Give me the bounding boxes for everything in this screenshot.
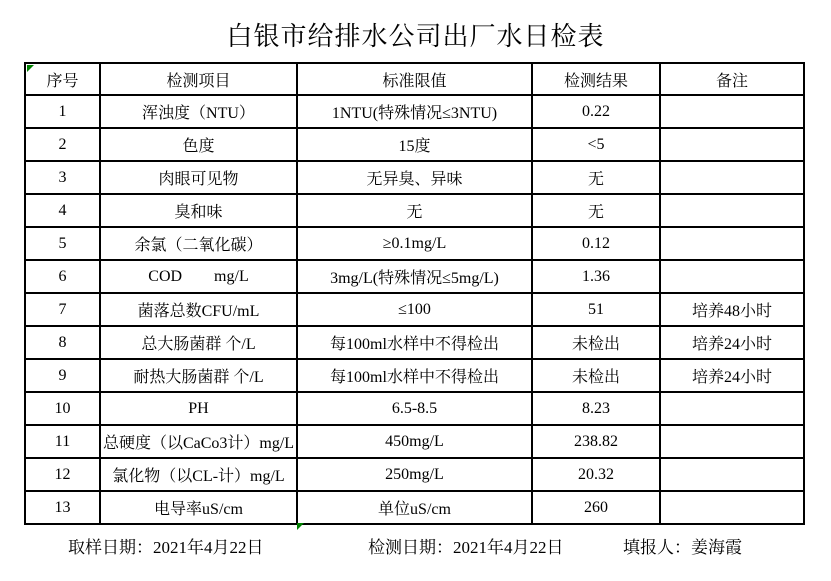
cell-item: 浑浊度（NTU） (100, 95, 297, 128)
cell-standard: 无异臭、异味 (297, 161, 532, 194)
cell-item: COD mg/L (100, 260, 297, 293)
cell-result: 0.22 (532, 95, 660, 128)
cell-standard: 15度 (297, 128, 532, 161)
cell-item: 电导率uS/cm (100, 491, 297, 524)
cell-standard: 6.5-8.5 (297, 392, 532, 425)
cell-result: 1.36 (532, 260, 660, 293)
cell-item: 臭和味 (100, 194, 297, 227)
cell-item: 菌落总数CFU/mL (100, 293, 297, 326)
cell-standard: 每100ml水样中不得检出 (297, 359, 532, 392)
cell-remark (660, 128, 804, 161)
cell-result: 0.12 (532, 227, 660, 260)
cell-remark (660, 260, 804, 293)
table-row (25, 161, 804, 194)
column-header-result: 检测结果 (532, 63, 660, 95)
cell-standard: 单位uS/cm (297, 491, 532, 524)
cell-seq: 8 (25, 326, 100, 359)
cell-remark: 培养24小时 (660, 326, 804, 359)
cell-seq: 6 (25, 260, 100, 293)
cell-item: PH (100, 392, 297, 425)
cell-item: 余氯（二氧化碳） (100, 227, 297, 260)
sampling-date-label: 取样日期：2021年4月22日 (68, 538, 264, 557)
cell-standard: 每100ml水样中不得检出 (297, 326, 532, 359)
cell-result: 8.23 (532, 392, 660, 425)
cell-result: 20.32 (532, 458, 660, 491)
column-header-item: 检测项目 (100, 63, 297, 95)
cell-result: <5 (532, 128, 660, 161)
cell-standard: 无 (297, 194, 532, 227)
cell-item: 总大肠菌群 个/L (100, 326, 297, 359)
cell-remark (660, 425, 804, 458)
cell-seq: 1 (25, 95, 100, 128)
cell-remark (660, 491, 804, 524)
table-row (25, 260, 804, 293)
cell-standard: ≥0.1mg/L (297, 227, 532, 260)
cell-remark (660, 458, 804, 491)
cell-item: 肉眼可见物 (100, 161, 297, 194)
cell-item: 色度 (100, 128, 297, 161)
reporter-label: 填报人：姜海霞 (623, 538, 742, 557)
column-header-remark: 备注 (660, 63, 804, 95)
table-row (25, 95, 804, 128)
cell-remark: 培养24小时 (660, 359, 804, 392)
table-row (25, 326, 804, 359)
cell-item: 氯化物（以CL-计）mg/L (100, 458, 297, 491)
cell-seq: 11 (25, 425, 100, 458)
table-row (25, 491, 804, 524)
cell-seq: 9 (25, 359, 100, 392)
cell-standard: ≤100 (297, 293, 532, 326)
cell-standard: 250mg/L (297, 458, 532, 491)
cell-remark (660, 161, 804, 194)
table-row (25, 194, 804, 227)
cell-seq: 7 (25, 293, 100, 326)
cell-standard: 3mg/L(特殊情况≤5mg/L) (297, 260, 532, 293)
table-header-row (25, 63, 804, 95)
cell-result: 无 (532, 194, 660, 227)
cell-remark (660, 194, 804, 227)
cell-remark (660, 95, 804, 128)
table-bottom-indicator-icon (297, 523, 304, 530)
cell-result: 未检出 (532, 359, 660, 392)
cell-seq: 2 (25, 128, 100, 161)
footer (0, 533, 831, 557)
table-row (25, 227, 804, 260)
cell-result: 51 (532, 293, 660, 326)
column-header-seq: 序号 (25, 63, 100, 95)
cell-standard: 1NTU(特殊情况≤3NTU) (297, 95, 532, 128)
cell-seq: 3 (25, 161, 100, 194)
cell-item: 总硬度（以CaCo3计）mg/L (100, 425, 297, 458)
table-row (25, 128, 804, 161)
testing-date-label: 检测日期：2021年4月22日 (368, 538, 564, 557)
cell-item: 耐热大肠菌群 个/L (100, 359, 297, 392)
cell-seq: 13 (25, 491, 100, 524)
cell-seq: 10 (25, 392, 100, 425)
column-header-standard: 标准限值 (297, 63, 532, 95)
inspection-table (24, 62, 805, 525)
cell-remark (660, 227, 804, 260)
cell-standard: 450mg/L (297, 425, 532, 458)
table-row (25, 293, 804, 326)
cell-seq: 12 (25, 458, 100, 491)
cell-result: 未检出 (532, 326, 660, 359)
cell-seq: 4 (25, 194, 100, 227)
table-row (25, 359, 804, 392)
cell-result: 260 (532, 491, 660, 524)
cell-seq: 5 (25, 227, 100, 260)
table-row (25, 392, 804, 425)
cell-remark (660, 392, 804, 425)
table-row (25, 458, 804, 491)
cell-result: 无 (532, 161, 660, 194)
cell-result: 238.82 (532, 425, 660, 458)
cell-remark: 培养48小时 (660, 293, 804, 326)
page-title: 白银市给排水公司出厂水日检表 (226, 22, 605, 51)
table-row (25, 425, 804, 458)
table-body (25, 95, 804, 524)
